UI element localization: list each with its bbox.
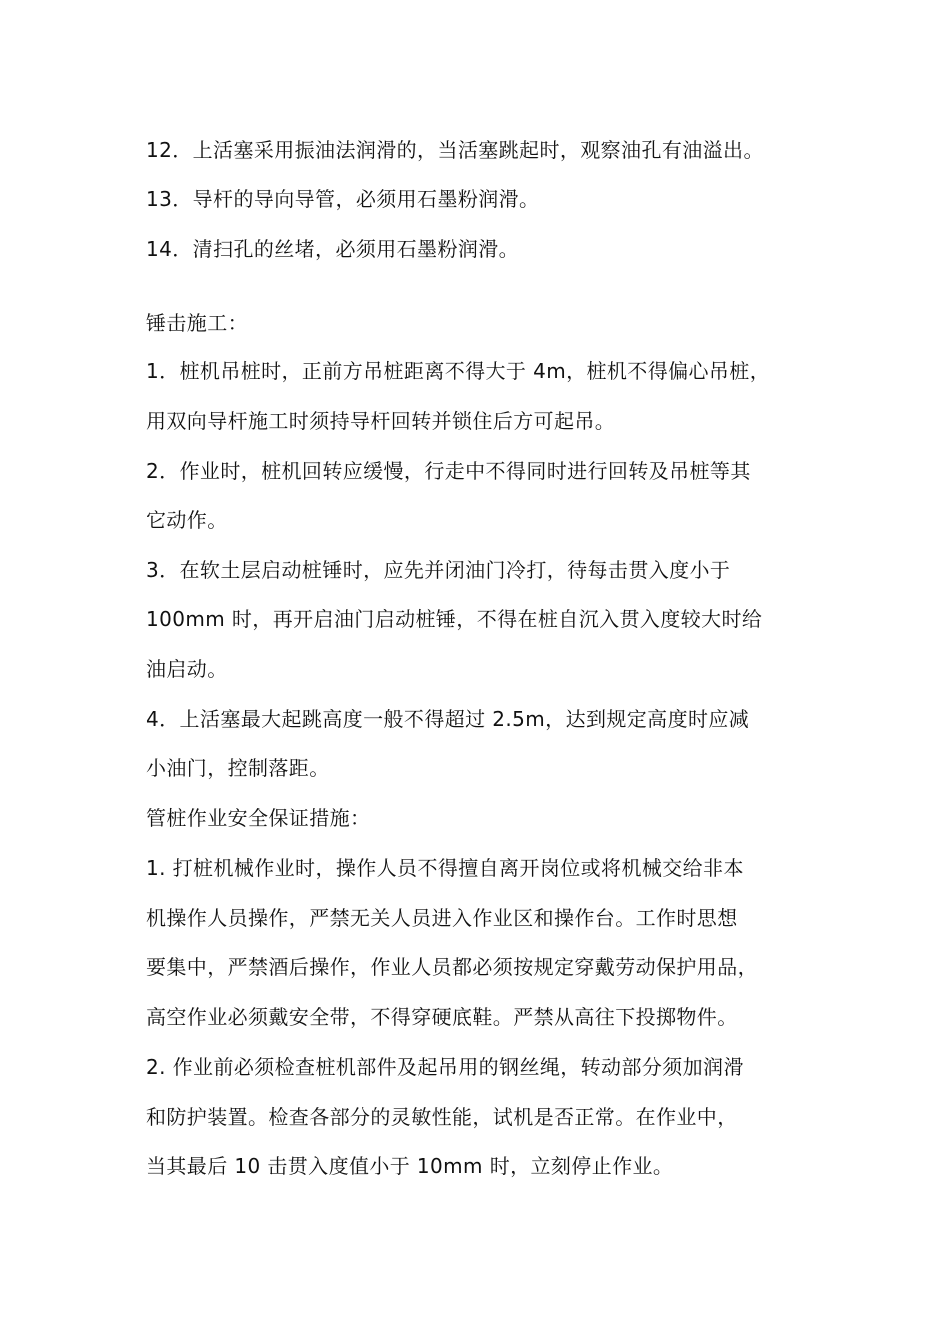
text-line: 2. 作业前必须检查桩机部件及起吊用的钢丝绳，转动部分须加润滑 (146, 1055, 744, 1079)
text-line: 高空作业必须戴安全带，不得穿硬底鞋。严禁从高往下投掷物件。 (146, 1005, 738, 1029)
text-line: 13．导杆的导向导管，必须用石墨粉润滑。 (146, 187, 540, 211)
text-line: 机操作人员操作，严禁无关人员进入作业区和操作台。工作时思想 (146, 906, 738, 930)
text-line: 2．作业时，桩机回转应缓慢，行走中不得同时进行回转及吊桩等其 (146, 459, 751, 483)
text-line: 它动作。 (146, 508, 228, 532)
text-line: 要集中，严禁酒后操作，作业人员都必须按规定穿戴劳动保护用品， (146, 955, 758, 979)
text-line: 油启动。 (146, 657, 228, 681)
text-line: 用双向导杆施工时须持导杆回转并锁住后方可起吊。 (146, 409, 616, 433)
text-line: 和防护装置。检查各部分的灵敏性能，试机是否正常。在作业中， (146, 1105, 738, 1129)
text-line: 当其最后 10 击贯入度值小于 10mm 时，立刻停止作业。 (146, 1154, 674, 1178)
text-line: 14．清扫孔的丝堵，必须用石墨粉润滑。 (146, 237, 520, 261)
section-heading: 锤击施工： (146, 311, 248, 335)
section-heading: 管桩作业安全保证措施： (146, 806, 371, 830)
text-line: 小油门，控制落距。 (146, 756, 330, 780)
text-line: 1．桩机吊桩时，正前方吊桩距离不得大于 4m，桩机不得偏心吊桩， (146, 359, 771, 383)
text-line: 4．上活塞最大起跳高度一般不得超过 2.5m，达到规定高度时应减 (146, 707, 750, 731)
text-line: 3．在软土层启动桩锤时，应先并闭油门冷打，待每击贯入度小于 (146, 558, 731, 582)
text-line: 1. 打桩机械作业时，操作人员不得擅自离开岗位或将机械交给非本 (146, 856, 744, 880)
text-line: 100mm 时，再开启油门启动桩锤，不得在桩自沉入贯入度较大时给 (146, 607, 763, 631)
text-line: 12．上活塞采用振油法润滑的，当活塞跳起时，观察油孔有油溢出。 (146, 138, 764, 162)
